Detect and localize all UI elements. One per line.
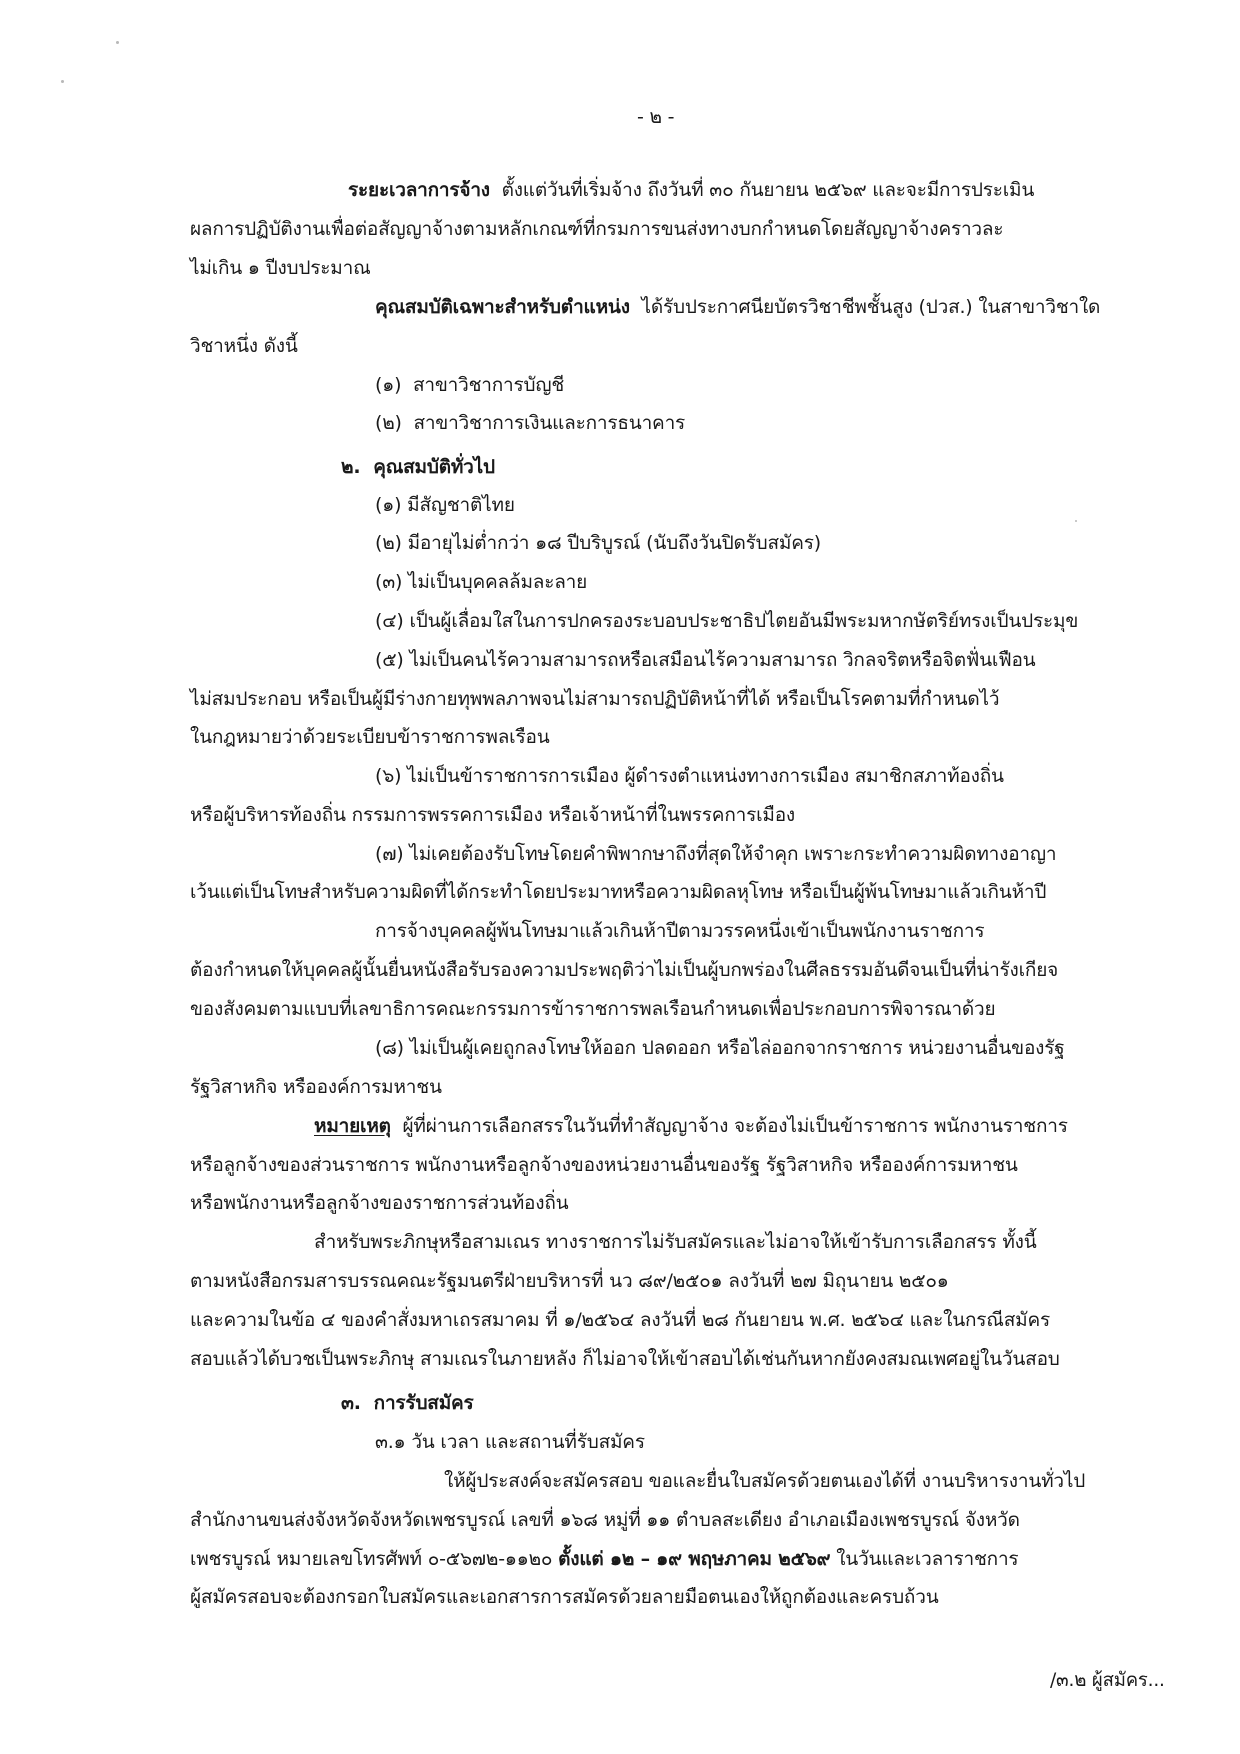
section-2-heading bbox=[341, 454, 495, 480]
qualification-item-4: (๔) เป็นผู้เลื่อมใสในการปกครองระบอบประชาธิปไตยอันมีพระมหากษัตริย์ทรงเป็นประมุข bbox=[375, 610, 1079, 632]
qualification-item-5-cont: ไม่สมประกอบ หรือเป็นผู้มีร่างกายทุพพลภาพจนไม่สามารถปฏิบัติหน้าที่ได้ หรือเป็นโรคตามที่กำหนดไว้ bbox=[190, 688, 1000, 710]
note-text: ผู้ที่ผ่านการเลือกสรรในวันที่ทำสัญญาจ้าง จะต้องไม่เป็นข้าราชการ พนักงานราชการ bbox=[402, 1115, 1068, 1137]
page-number: - ๒ - bbox=[637, 106, 675, 128]
qualification-item-7-cont: การจ้างบุคคลผู้พ้นโทษมาแล้วเกินห้าปีตามวรรคหนึ่งเข้าเป็นพนักงานราชการ bbox=[375, 920, 985, 942]
application-line-3 bbox=[190, 1546, 1018, 1572]
scan-speck bbox=[61, 80, 64, 83]
application-hours-text: ในวันและเวลาราชการ bbox=[830, 1548, 1019, 1570]
specific-qualifications-text: ได้รับประกาศนียบัตรวิชาชีพชั้นสูง (ปวส.) ในสาขาวิชาใด bbox=[641, 296, 1101, 318]
qualification-item-7-cont: ต้องกำหนดให้บุคคลผู้นั้นยื่นหนังสือรับรองความประพฤติว่าไม่เป็นผู้บกพร่องในศีลธรรมอันดีจนเป็นที่น่ารังเกียจ bbox=[190, 959, 1059, 981]
qualification-item-1: (๑) มีสัญชาติไทย bbox=[375, 494, 515, 516]
note-line-3: หรือพนักงานหรือลูกจ้างของราชการส่วนท้องถิ่น bbox=[190, 1192, 569, 1214]
note-line-2: หรือลูกจ้างของส่วนราชการ พนักงานหรือลูกจ้างของหน่วยงานอื่นของรัฐ รัฐวิสาหกิจ หรือองค์การมหาชน bbox=[190, 1154, 1018, 1176]
employment-period-line-1 bbox=[348, 177, 1034, 203]
application-date-range: ตั้งแต่ ๑๒ – ๑๙ พฤษภาคม ๒๕๖๙ bbox=[558, 1548, 831, 1570]
employment-period-text: ตั้งแต่วันที่เริ่มจ้าง ถึงวันที่ ๓๐ กันยายน ๒๕๖๙ และจะมีการประเมิน bbox=[501, 179, 1035, 201]
qualification-item-7-cont: ของสังคมตามแบบที่เลขาธิการคณะกรรมการข้าราชการพลเรือนกำหนดเพื่อประกอบการพิจารณาด้วย bbox=[190, 998, 996, 1020]
qualification-item-2: (๒) มีอายุไม่ต่ำกว่า ๑๘ ปีบริบูรณ์ (นับถึงวันปิดรับสมัคร) bbox=[375, 532, 821, 554]
list-item-text: สาขาวิชาการเงินและการธนาคาร bbox=[413, 412, 686, 434]
specific-qualifications-line-1 bbox=[375, 294, 1100, 320]
section-title: การรับสมัคร bbox=[373, 1392, 474, 1414]
qualification-item-6-cont: หรือผู้บริหารท้องถิ่น กรรมการพรรคการเมือง หรือเจ้าหน้าที่ในพรรคการเมือง bbox=[190, 804, 796, 826]
note-line-1 bbox=[314, 1113, 1068, 1139]
employment-period-line-2: ผลการปฏิบัติงานเพื่อต่อสัญญาจ้างตามหลักเกณฑ์ที่กรมการขนส่งทางบกกำหนดโดยสัญญาจ้างคราวละ bbox=[190, 218, 1004, 240]
qualification-item-8-cont: รัฐวิสาหกิจ หรือองค์การมหาชน bbox=[190, 1076, 442, 1098]
section-number: ๓. bbox=[341, 1392, 361, 1414]
qualification-item-5: (๕) ไม่เป็นคนไร้ความสามารถหรือเสมือนไร้ความสามารถ วิกลจริตหรือจิตฟั่นเฟือน bbox=[375, 649, 1036, 671]
application-phone-text: เพชรบูรณ์ หมายเลขโทรศัพท์ ๐-๕๖๗๒-๑๑๒๐ bbox=[190, 1548, 559, 1570]
section-3-heading bbox=[341, 1390, 474, 1416]
note-line-6: และความในข้อ ๔ ของคำสั่งมหาเถรสมาคม ที่ ๑/๒๕๖๔ ลงวันที่ ๒๘ กันยายน พ.ศ. ๒๕๖๔ และในกรณีสมัคร bbox=[190, 1309, 1050, 1331]
section-number: ๒. bbox=[341, 456, 361, 478]
list-item-text: สาขาวิชาการบัญชี bbox=[412, 374, 565, 396]
application-line-2: สำนักงานขนส่งจังหวัดจังหวัดเพชรบูรณ์ เลขที่ ๑๖๘ หมู่ที่ ๑๑ ตำบลสะเดียง อำเภอเมืองเพชรบูรณ์ จังหวัด bbox=[190, 1509, 1020, 1531]
employment-period-line-3: ไม่เกิน ๑ ปีงบประมาณ bbox=[190, 257, 371, 279]
application-line-1: ให้ผู้ประสงค์จะสมัครสอบ ขอและยื่นใบสมัครด้วยตนเองได้ที่ งานบริหารงานทั่วไป bbox=[444, 1470, 1086, 1492]
note-label: หมายเหตุ bbox=[314, 1115, 391, 1137]
scan-speck bbox=[1075, 520, 1077, 522]
qualification-item-8: (๘) ไม่เป็นผู้เคยถูกลงโทษให้ออก ปลดออก หรือไล่ออกจากราชการ หน่วยงานอื่นของรัฐ bbox=[375, 1037, 1065, 1059]
continuation-marker: /๓.๒ ผู้สมัคร... bbox=[1050, 1669, 1165, 1691]
list-item-number: (๑) bbox=[375, 374, 402, 396]
note-line-4: สำหรับพระภิกษุหรือสามเณร ทางราชการไม่รับสมัครและไม่อาจให้เข้ารับการเลือกสรร ทั้งนี้ bbox=[314, 1231, 1037, 1253]
note-line-7: สอบแล้วได้บวชเป็นพระภิกษุ สามเณรในภายหลัง ก็ไม่อาจให้เข้าสอบได้เช่นกันหากยังคงสมณเพศอยู่ในวันสอบ bbox=[190, 1348, 1060, 1370]
qualification-item-3: (๓) ไม่เป็นบุคคลล้มละลาย bbox=[375, 571, 588, 593]
qualification-item-6: (๖) ไม่เป็นข้าราชการการเมือง ผู้ดำรงตำแหน่งทางการเมือง สมาชิกสภาท้องถิ่น bbox=[375, 765, 1004, 787]
qualification-item-7-cont: เว้นแต่เป็นโทษสำหรับความผิดที่ได้กระทำโดยประมาทหรือความผิดลหุโทษ หรือเป็นผู้พ้นโทษมาแล้วเกินห้าปี bbox=[190, 881, 1047, 903]
list-item-number: (๒) bbox=[375, 412, 402, 434]
sub-section-heading: ๓.๑ วัน เวลา และสถานที่รับสมัคร bbox=[375, 1431, 645, 1453]
employment-period-heading: ระยะเวลาการจ้าง bbox=[348, 179, 490, 201]
note-line-5: ตามหนังสือกรมสารบรรณคณะรัฐมนตรีฝ่ายบริหารที่ นว ๘๙/๒๕๐๑ ลงวันที่ ๒๗ มิถุนายน ๒๕๐๑ bbox=[190, 1270, 949, 1292]
scan-speck bbox=[116, 41, 119, 44]
qualification-item-7: (๗) ไม่เคยต้องรับโทษโดยคำพิพากษาถึงที่สุดให้จำคุก เพราะกระทำความผิดทางอาญา bbox=[375, 843, 1057, 865]
specific-qualifications-line-2: วิชาหนึ่ง ดังนี้ bbox=[190, 335, 298, 357]
section-title: คุณสมบัติทั่วไป bbox=[373, 456, 495, 478]
specific-qualifications-heading: คุณสมบัติเฉพาะสำหรับตำแหน่ง bbox=[375, 296, 630, 318]
application-line-4: ผู้สมัครสอบจะต้องกรอกใบสมัครและเอกสารการสมัครด้วยลายมือตนเองให้ถูกต้องและครบถ้วน bbox=[190, 1586, 939, 1608]
list-item bbox=[375, 372, 564, 398]
qualification-item-5-cont: ในกฎหมายว่าด้วยระเบียบข้าราชการพลเรือน bbox=[190, 726, 550, 748]
list-item bbox=[375, 410, 685, 436]
